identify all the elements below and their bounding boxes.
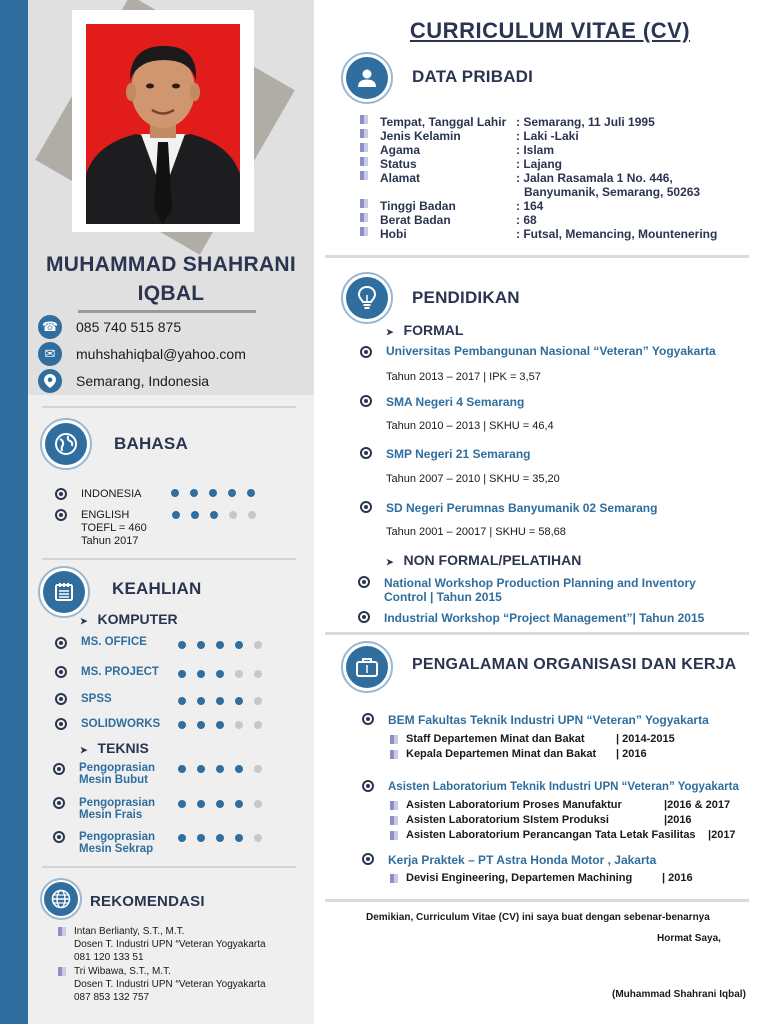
rating-dot-filled (235, 765, 243, 773)
skill-mesin-frais-level (178, 800, 273, 808)
bullet-icon (53, 831, 65, 843)
left-accent-stripe (0, 0, 28, 1024)
skill-mesin-bubut-line2: Mesin Bubut (79, 774, 148, 786)
rating-dot-filled (197, 697, 205, 705)
square-bullet-icon (390, 735, 398, 744)
rating-dot-filled (197, 721, 205, 729)
lang-english-year: Tahun 2017 (81, 535, 139, 547)
training-2: Industrial Workshop “Project Management”| Tahun 2015 (384, 611, 705, 625)
bullet-icon (358, 576, 370, 588)
formal-label: FORMAL (403, 322, 464, 338)
personal-data-value: : Jalan Rasamala 1 No. 446, (516, 171, 673, 185)
personal-data-row (360, 213, 537, 227)
edu-university: Universitas Pembangunan Nasional “Veteran” Yogyakarta (386, 344, 716, 358)
rating-dot-filled (171, 489, 179, 497)
recommender-2-role: Dosen T. Industri UPN “Veteran Yogyakarta (74, 979, 266, 990)
skill-mesin-sekrap-level (178, 834, 273, 842)
bullet-icon (55, 666, 67, 678)
profile-photo (86, 24, 240, 224)
divider (42, 406, 296, 408)
divider (42, 866, 296, 868)
square-bullet-icon (58, 967, 66, 976)
bullet-icon (362, 713, 374, 725)
bullet-icon (55, 718, 67, 730)
rating-dot-filled (235, 834, 243, 842)
contact-email[interactable] (38, 342, 246, 366)
skill-mesin-sekrap-line1: Pengoprasian (79, 831, 156, 843)
recommender-2-phone: 087 853 132 757 (74, 992, 150, 1003)
square-bullet-icon (360, 213, 368, 222)
personal-data-row (360, 185, 700, 199)
rating-dot-filled (228, 489, 236, 497)
rating-dot-filled (235, 697, 243, 705)
role-year: |2017 (708, 829, 736, 841)
edu-sd: SD Negeri Perumnas Banyumanik 02 Semarang (386, 501, 658, 515)
rating-dot-filled (178, 697, 186, 705)
map-pin-icon (38, 369, 62, 393)
personal-data-value: : Semarang, 11 Juli 1995 (516, 115, 655, 129)
bullet-icon (360, 346, 372, 358)
personal-data-value: : 68 (516, 213, 537, 227)
teknis-heading (80, 740, 149, 756)
lightbulb-icon (341, 272, 393, 324)
data-pribadi-title: DATA PRIBADI (412, 67, 534, 86)
role-year: |2016 & 2017 (664, 799, 731, 811)
personal-data-value: : Lajang (516, 157, 563, 171)
rating-dot-empty (235, 721, 243, 729)
rating-dot-filled (209, 489, 217, 497)
page-title: CURRICULUM VITAE (CV) (409, 18, 691, 43)
role-text: Devisi Engineering, Departemen Machining (406, 872, 633, 884)
rating-dot-filled (178, 765, 186, 773)
skill-ms-office-level (178, 641, 273, 649)
org-bem: BEM Fakultas Teknik Industri UPN “Veteran” Yogyakarta (388, 713, 709, 727)
arrow-icon: ➤ (80, 616, 88, 626)
skill-mesin-sekrap (79, 831, 155, 855)
personal-data-value: Banyumanik, Semarang, 50263 (524, 185, 701, 199)
personal-data-row (360, 129, 579, 143)
training-1-line1: National Workshop Production Planning and Inventory (384, 576, 696, 590)
nonformal-label: NON FORMAL/PELATIHAN (403, 552, 582, 568)
square-bullet-icon (390, 801, 398, 810)
lang-indonesia-label: INDONESIA (81, 488, 142, 500)
lang-english-toefl: TOEFL = 460 (81, 522, 147, 534)
rating-dot-filled (216, 670, 224, 678)
bullet-icon (53, 797, 65, 809)
recommender-1-phone: 081 120 133 51 (74, 952, 144, 963)
formal-heading (386, 322, 463, 338)
recommender-1 (58, 925, 266, 964)
square-bullet-icon (360, 115, 368, 124)
rating-dot-filled (178, 800, 186, 808)
personal-data-row (360, 199, 543, 213)
rating-dot-filled (197, 800, 205, 808)
role-text: Asisten Laboratorium Perancangan Tata Letak Fasilitas (406, 829, 696, 841)
edu-sma: SMA Negeri 4 Semarang (386, 395, 525, 409)
rating-dot-empty (254, 765, 262, 773)
role-year: | 2016 (616, 748, 647, 760)
arrow-icon: ➤ (80, 745, 88, 755)
personal-data-row (360, 143, 554, 157)
org-asisten-role-3 (390, 829, 736, 841)
bahasa-title: BAHASA (114, 434, 188, 453)
square-bullet-icon (360, 129, 368, 138)
rating-dot-filled (197, 670, 205, 678)
recommender-2 (58, 965, 266, 1004)
phone-icon: ☎ (38, 315, 62, 339)
role-year: | 2016 (662, 872, 693, 884)
square-bullet-icon (360, 199, 368, 208)
recommender-2-name: Tri Wibawa, S.T., M.T. (74, 966, 171, 977)
skill-spss-level (178, 697, 273, 705)
rating-dot-filled (216, 800, 224, 808)
rating-dot-filled (197, 765, 205, 773)
rating-dot-empty (248, 511, 256, 519)
rating-dot-empty (254, 670, 262, 678)
role-year: | 2014-2015 (616, 733, 675, 745)
rating-dot-filled (178, 641, 186, 649)
skill-mesin-frais-line2: Mesin Frais (79, 809, 143, 821)
org-asisten-lab: Asisten Laboratorium Teknik Industri UPN “Veteran” Yogyakarta (388, 781, 739, 793)
bullet-icon (360, 447, 372, 459)
rating-dot-filled (210, 511, 218, 519)
bullet-icon (360, 501, 372, 513)
name-line-2: IQBAL (137, 282, 205, 305)
role-text: Staff Departemen Minat dan Bakat (406, 733, 585, 745)
rating-dot-empty (254, 834, 262, 842)
rating-dot-filled (216, 834, 224, 842)
rating-dot-filled (178, 834, 186, 842)
lang-english-label (81, 509, 147, 548)
personal-data-label: Berat Badan (380, 213, 451, 227)
skill-mesin-frais (79, 797, 155, 821)
rating-dot-filled (216, 697, 224, 705)
edu-sma-detail: Tahun 2010 – 2013 | SKHU = 46,4 (386, 420, 554, 432)
rating-dot-filled (216, 641, 224, 649)
personal-data-value: : Laki -Laki (516, 129, 579, 143)
personal-data-row (360, 171, 673, 185)
personal-data-label: Status (380, 157, 417, 171)
user-icon (341, 52, 393, 104)
divider (42, 558, 296, 560)
personal-data-row (360, 227, 717, 241)
personal-data-value: : 164 (516, 199, 544, 213)
org-bem-role-1 (390, 733, 675, 745)
personal-data-label: Tempat, Tanggal Lahir (380, 115, 507, 129)
square-bullet-icon (360, 157, 368, 166)
bullet-icon (55, 637, 67, 649)
world-grid-icon (40, 878, 82, 920)
org-asisten-role-1 (390, 799, 730, 811)
org-bem-role-2 (390, 748, 647, 760)
bullet-icon (358, 611, 370, 623)
square-bullet-icon (360, 143, 368, 152)
rating-dot-empty (229, 511, 237, 519)
nonformal-heading (386, 552, 581, 568)
square-bullet-icon (360, 227, 368, 236)
rating-dot-empty (235, 670, 243, 678)
org-asisten-role-2 (390, 814, 692, 826)
square-bullet-icon (390, 816, 398, 825)
rating-dot-filled (191, 511, 199, 519)
lang-english-name: ENGLISH (81, 509, 130, 521)
bullet-icon (362, 780, 374, 792)
org-kerja-praktek: Kerja Praktek – PT Astra Honda Motor , Jakarta (388, 853, 657, 867)
email-text[interactable]: muhshahiqbal@yahoo.com (76, 346, 246, 362)
square-bullet-icon (390, 831, 398, 840)
closing-statement: Demikian, Curriculum Vitae (CV) ini saya buat dengan sebenar-benarnya (366, 912, 710, 923)
pendidikan-title: PENDIDIKAN (412, 288, 520, 307)
skill-mesin-sekrap-line2: Mesin Sekrap (79, 843, 154, 855)
closing-regards: Hormat Saya, (657, 933, 721, 944)
edu-smp-detail: Tahun 2007 – 2010 | SKHU = 35,20 (386, 473, 560, 485)
divider (325, 255, 749, 258)
name-divider (78, 310, 256, 313)
skill-ms-office: MS. OFFICE (81, 636, 147, 648)
skill-solidworks-level (178, 721, 273, 729)
square-bullet-icon (390, 874, 398, 883)
bullet-icon (53, 763, 65, 775)
role-text: Asisten Laboratorium SIstem Produksi (406, 814, 609, 826)
arrow-icon: ➤ (386, 557, 394, 567)
rating-dot-empty (254, 721, 262, 729)
role-text: Kepala Departemen Minat dan Bakat (406, 748, 597, 760)
personal-data-label: Agama (380, 143, 421, 157)
personal-data-value: : Futsal, Memancing, Mountenering (516, 227, 718, 241)
rating-dot-empty (254, 641, 262, 649)
skill-ms-project-level (178, 670, 273, 678)
recommender-1-role: Dosen T. Industri UPN “Veteran Yogyakarta (74, 939, 266, 950)
edu-sd-detail: Tahun 2001 – 20017 | SKHU = 58,68 (386, 526, 566, 538)
divider (325, 632, 749, 635)
rating-dot-filled (197, 641, 205, 649)
phone-text: 085 740 515 875 (76, 319, 182, 335)
personal-data-label: Jenis Kelamin (380, 129, 461, 143)
square-bullet-icon (58, 927, 66, 936)
personal-data-row (360, 157, 562, 171)
lang-english-level (172, 511, 267, 519)
square-bullet-icon (390, 750, 398, 759)
contact-location (38, 369, 209, 393)
square-bullet-icon (360, 171, 368, 180)
edu-university-detail: Tahun 2013 – 2017 | IPK = 3,57 (386, 371, 541, 383)
location-text: Semarang, Indonesia (76, 373, 210, 389)
personal-data-label (380, 185, 516, 199)
rating-dot-filled (190, 489, 198, 497)
rating-dot-filled (235, 641, 243, 649)
name-line-1: MUHAMMAD SHAHRANI (45, 253, 297, 276)
keahlian-title: KEAHLIAN (112, 579, 202, 598)
role-text: Asisten Laboratorium Proses Manufaktur (406, 799, 622, 811)
bullet-icon (55, 509, 67, 521)
lang-indonesia-level (171, 489, 266, 497)
skill-mesin-bubut-line1: Pengoprasian (79, 762, 156, 774)
skill-mesin-frais-line1: Pengoprasian (79, 797, 156, 809)
skill-mesin-bubut-level (178, 765, 273, 773)
komputer-label: KOMPUTER (97, 611, 178, 627)
rating-dot-empty (254, 697, 262, 705)
bullet-icon (55, 488, 67, 500)
recommender-1-name: Intan Berlianty, S.T., M.T. (74, 926, 185, 937)
rating-dot-filled (172, 511, 180, 519)
pengalaman-title: PENGALAMAN ORGANISASI DAN KERJA (412, 656, 737, 673)
personal-data-value: : Islam (516, 143, 555, 157)
personal-data-label: Hobi (380, 227, 407, 241)
skill-mesin-bubut (79, 762, 155, 786)
skill-solidworks: SOLIDWORKS (81, 718, 161, 730)
arrow-icon: ➤ (386, 327, 394, 337)
bullet-icon (362, 853, 374, 865)
rating-dot-filled (247, 489, 255, 497)
rating-dot-filled (216, 765, 224, 773)
skill-ms-project: MS. PROJECT (81, 666, 159, 678)
contact-phone (38, 315, 181, 339)
rating-dot-filled (216, 721, 224, 729)
rating-dot-filled (235, 800, 243, 808)
signature-name: (Muhammad Shahrani Iqbal) (612, 989, 746, 1000)
edu-smp: SMP Negeri 21 Semarang (386, 447, 531, 461)
globe-icon (40, 418, 92, 470)
skill-spss: SPSS (81, 693, 112, 705)
personal-data-row (360, 115, 655, 129)
training-1 (384, 576, 696, 604)
komputer-heading (80, 611, 178, 627)
org-kp-role-1 (390, 872, 693, 884)
personal-data-label: Alamat (380, 171, 421, 185)
rating-dot-filled (197, 834, 205, 842)
divider (325, 899, 749, 902)
briefcase-icon (341, 641, 393, 693)
rating-dot-empty (254, 800, 262, 808)
envelope-icon: ✉ (38, 342, 62, 366)
rekomendasi-title: REKOMENDASI (90, 893, 205, 910)
rating-dot-filled (178, 670, 186, 678)
bullet-icon (360, 395, 372, 407)
training-1-line2: Control | Tahun 2015 (384, 590, 502, 604)
role-year: |2016 (664, 814, 692, 826)
teknis-label: TEKNIS (97, 740, 149, 756)
full-name (28, 250, 314, 308)
personal-data-label: Tinggi Badan (380, 199, 456, 213)
rating-dot-filled (178, 721, 186, 729)
bullet-icon (55, 693, 67, 705)
